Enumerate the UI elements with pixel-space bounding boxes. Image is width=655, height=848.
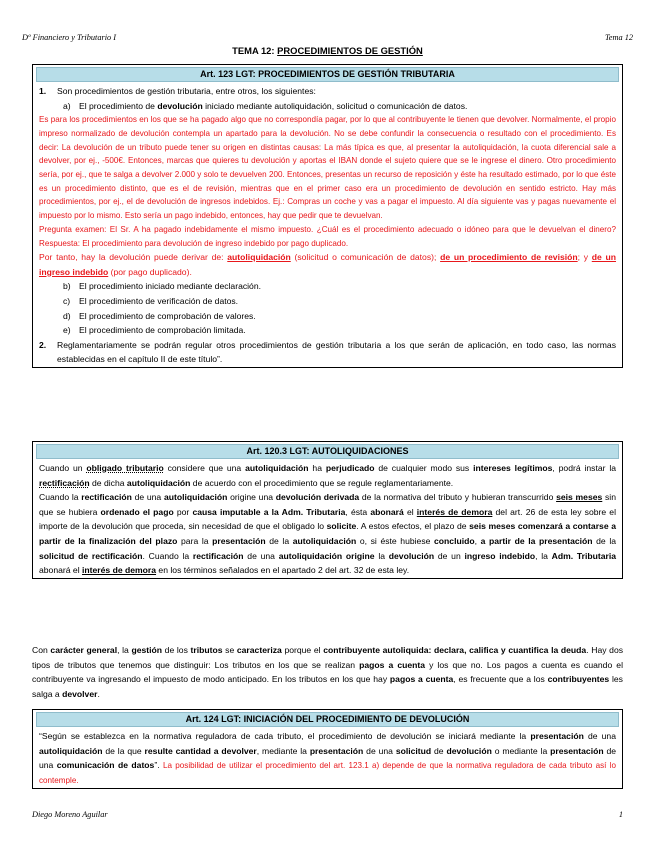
paragraph: Cuando un obligado tributario considere que una autoliquidación ha perjudicado de cualquier modo sus intereses legítimos, podrá instar la rectificación de dicha autoliquidación de acuerdo con el procedimiento que se regule reglamentariamente. [39, 463, 617, 488]
list-item: c) El procedimiento de verificación de datos. [63, 296, 239, 306]
general-note-paragraph: Con carácter general, la gestión de los tributos se caracteriza porque el contribuyente autoliquida: declara, califica y cuantifica la deuda. Hay dos tipos de tributos que tenemos que distinguir: Los tributos en los que se realizan pagos a cuenta y los que no. Los pagos a cuenta es cuando el contribuyente va ingresando el impuesto de modo anticipado. En los tributos en los que hay pagos a cuenta, es frecuente que a los contribuyentes les salga a devolver. [32, 645, 624, 699]
item-number: 2. [39, 339, 47, 350]
paragraph: Cuando la rectificación de una autoliquidación origine una devolución derivada de la normativa del tributo y hubieran transcurrido seis meses sin que se hubiera ordenado el pago por causa imputable a la Adm. Tributaria, ésta abonará el interés de demora del art. 26 de esta ley sobre el importe de la devolución que proceda, sin necesidad de que el obligado lo solicite. A estos efectos, el plazo de seis meses comenzará a contarse a partir de la finalización del plazo para la presentación de la autoliquidación o, si éste hubiese concluido, a partir de la presentación de la solicitud de rectificación. Cuando la rectificación de una autoliquidación origine la devolución de un ingreso indebido, la Adm. Tributaria abonará el interés de demora en los términos señalados en el apartado 2 del art. 32 de esta ley. [39, 492, 617, 576]
devolution-origins: Por tanto, hay la devolución puede derivar de: autoliquidación (solicitud o comunicación de datos); de un procedimiento de revisión; y de un ingreso indebido (por pago duplicado). [39, 252, 617, 277]
exam-question: Pregunta examen: El Sr. A ha pagado indebidamente el mismo impuesto. ¿Cuál es el procedimiento adecuado o idóneo para que le devuelvan el dinero? Respuesta: El procedimiento para devolución de ingreso indebido por pago duplicado. [39, 224, 616, 248]
item-letter: a) [63, 100, 71, 111]
topic-label: Tema 12 [604, 33, 633, 42]
list-item: e) El procedimiento de comprobación limitada. [63, 325, 246, 336]
list-item [39, 99, 616, 114]
article-123-heading: Art. 123 LGT: PROCEDIMIENTOS DE GESTIÓN TRIBUTARIA [36, 67, 619, 82]
article-124-heading: Art. 124 LGT: INICIACIÓN DEL PROCEDIMIENTO DE DEVOLUCIÓN [36, 712, 619, 727]
item-text: El procedimiento de devolución iniciado mediante autoliquidación, solicitud o comunicación de datos. [79, 100, 468, 111]
title-prefix: TEMA 12: [232, 45, 278, 56]
list-item: b) El procedimiento iniciado mediante declaración. [63, 281, 262, 292]
page-title [0, 44, 655, 59]
list-item [39, 84, 616, 99]
author-name: Diego Moreno Aguilar [32, 810, 108, 819]
title-main: PROCEDIMIENTOS DE GESTIÓN [277, 45, 423, 56]
list-item [39, 338, 616, 367]
article-123-box [32, 64, 623, 368]
item-text: Son procedimientos de gestión tributaria, entre otros, los siguientes: [57, 86, 316, 96]
page-number: 1 [618, 810, 623, 819]
devolution-note: Es para los procedimientos en los que se ha pagado algo que no correspondía pagar, por lo que al contribuyente le tienen que devolver. Normalmente, el propio impreso normalizado de devolución contempla un apartado para la devolución. No se debe confundir la consecuencia o resultado con el procedimiento. Es decir: La devolución de un tributo puede tener su origen en distintas causas: La más típica es que, al presentar la autoliquidación, la cuota diferencial sale a devolver, por ej., -500€. Entonces, marcas que quieres tu devolución y aportas el IBAN donde el sujeto quiere que se le ingrese el dinero. Otro procedimiento sería, por ej., que te salga a devolver 2.000 y solo te devuelven 200. Entonces, presentas un recurso de reposición y éste ha resultado estimado, por lo que éste es un procedimiento distinto, que es el de revisión, mientras que en el primer caso era un procedimiento de devolución en sentido estricto. Hay más procedimientos, por ej., el de devolución de ingresos indebidos. Ej.: Compras un coche y vas a pagar el impuesto. Al día siguiente vas y pagas nuevamente el impuesto por lo mismo. Esto sería un pago indebido, entonces, hay que pedir que te devuelvan. [39, 115, 616, 221]
page-footer [32, 808, 623, 823]
item-text: Reglamentariamente se podrán regular otros procedimientos de gestión tributaria a los que serán de aplicación, en todo caso, las normas establecidas en el capítulo II de este título”. [57, 339, 616, 365]
item-number: 1. [39, 86, 47, 96]
list-item: d) El procedimiento de comprobación de valores. [63, 310, 256, 321]
paragraph: “Según se establezca en la normativa reguladora de cada tributo, el procedimiento de devolución se iniciará mediante la presentación de una autoliquidación de la que resulte cantidad a devolver, mediante la presentación de una solicitud de devolución o mediante la presentación de una comunicación de datos”. La posibilidad de utilizar el procedimiento del art. 123.1 a) depende de que la normativa reguladora de cada tributo así lo contemple. [39, 731, 617, 785]
course-name: Dº Financiero y Tributario I [22, 33, 116, 42]
article-124-box [32, 709, 623, 789]
article-120-3-box [32, 441, 623, 579]
red-note: La posibilidad de utilizar el procedimiento del art. 123.1 a) depende de que la normativa reguladora de cada tributo así lo contemple. [39, 761, 616, 785]
article-120-3-heading: Art. 120.3 LGT: AUTOLIQUIDACIONES [36, 444, 619, 459]
page-header [22, 31, 633, 43]
